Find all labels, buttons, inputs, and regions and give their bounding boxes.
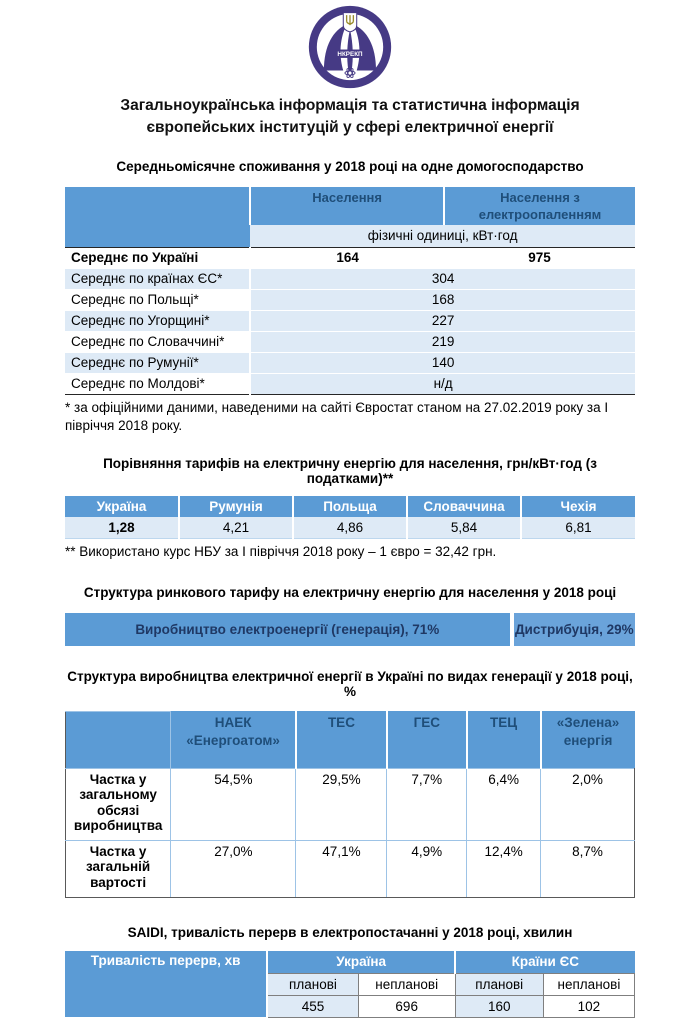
- table-row-poland: [65, 289, 635, 310]
- row-value: 304: [250, 268, 635, 289]
- tariffs-header-row: [65, 496, 635, 517]
- col-header-population-electric-heating: Населення з електроопаленням: [444, 187, 635, 225]
- logo-container: [65, 5, 635, 89]
- tariff-structure-bar: [65, 613, 635, 646]
- generation-table: [65, 711, 635, 898]
- consumption-heading: Середньомісячне споживання у 2018 році на одне домогосподарство: [116, 158, 584, 174]
- row-label: Середнє по Польщі*: [65, 289, 250, 310]
- country-header: Словаччина: [407, 496, 521, 517]
- saidi-value: 102: [543, 995, 634, 1017]
- row-value: 168: [250, 289, 635, 310]
- tariffs-table: [65, 496, 635, 539]
- table-row-slovakia: [65, 331, 635, 352]
- gen-type-header: ГЕС: [387, 711, 467, 768]
- country-header: Чехія: [521, 496, 635, 517]
- gen-value: 7,7%: [387, 768, 467, 840]
- gen-value: 4,9%: [387, 840, 467, 897]
- generation-heading: Структура виробництва електричної енергії в Україні по видах генерації у 2018 році, %: [67, 668, 633, 699]
- tariff-structure-heading: Структура ринкового тарифу на електричну енергію для населення у 2018 році: [83, 584, 617, 600]
- eurostat-footnote: * за офіційними даними, наведеними на сайті Євростат станом на 27.02.2019 року за І півріччя 2018 року.: [65, 399, 609, 434]
- saidi-table: [65, 951, 635, 1018]
- saidi-value: 696: [358, 995, 455, 1017]
- tariffs-values-row: [65, 517, 635, 539]
- gen-value: 8,7%: [541, 840, 635, 897]
- units-cell: фізичні одиниці, кВт·год: [250, 225, 635, 248]
- sub-header-planned: планові: [267, 973, 358, 995]
- group-header-ukraine: Україна: [267, 951, 455, 974]
- sub-header-unplanned: непланові: [543, 973, 634, 995]
- gen-value: 2,0%: [541, 768, 635, 840]
- nbu-rate-footnote: ** Використано курс НБУ за І півріччя 2018 року – 1 євро = 32,42 грн.: [65, 544, 497, 560]
- row-label: Частка у загальному обсязі виробництва: [66, 768, 171, 840]
- row-label: Частка у загальній вартості: [66, 840, 171, 897]
- generation-row-volume-share: [66, 768, 635, 840]
- gen-value: 27,0%: [171, 840, 296, 897]
- consumption-table: [65, 187, 635, 395]
- bar-segment-generation: Виробництво електроенергії (генерація), 71%: [65, 613, 510, 646]
- gen-type-header: ТЕС: [296, 711, 387, 768]
- table-row-eu: [65, 268, 635, 289]
- gen-value: 47,1%: [296, 840, 387, 897]
- generation-header-row: [66, 711, 635, 768]
- nkrekp-logo: [308, 5, 392, 89]
- value-population: 164: [250, 247, 444, 268]
- row-label: Середнє по країнах ЄС*: [65, 268, 250, 289]
- tariff-value: 4,21: [179, 517, 293, 539]
- gen-type-header: ТЕЦ: [467, 711, 541, 768]
- tariffs-heading: Порівняння тарифів на електричну енергію для населення, грн/кВт·год (з податками)**: [103, 456, 597, 487]
- gen-type-header: НАЕК «Енергоатом»: [171, 711, 296, 768]
- saidi-group-header-row: [65, 951, 635, 974]
- country-header: Україна: [65, 496, 179, 517]
- row-label: Середнє по Молдові*: [65, 373, 250, 394]
- row-value: 140: [250, 352, 635, 373]
- page-title: Загальноукраїнська інформація та статистична інформація європейських інституцій у сфері електричної енергії: [120, 97, 580, 137]
- corner-cell: [65, 187, 250, 248]
- corner-cell: [66, 711, 171, 768]
- saidi-row-label: Тривалість перерв, хв: [65, 951, 267, 1018]
- gen-value: 54,5%: [171, 768, 296, 840]
- row-value: 219: [250, 331, 635, 352]
- gen-value: 12,4%: [467, 840, 541, 897]
- tariff-value: 5,84: [407, 517, 521, 539]
- table-row-ukraine: [65, 247, 635, 268]
- country-header: Польща: [293, 496, 407, 517]
- saidi-value: 160: [455, 995, 543, 1017]
- generation-row-cost-share: [66, 840, 635, 897]
- row-label: Середнє по Словаччині*: [65, 331, 250, 352]
- country-header: Румунія: [179, 496, 293, 517]
- row-label: Середнє по Угорщині*: [65, 310, 250, 331]
- sub-header-unplanned: непланові: [358, 973, 455, 995]
- row-value: н/д: [250, 373, 635, 394]
- tariff-value: 4,86: [293, 517, 407, 539]
- saidi-value: 455: [267, 995, 358, 1017]
- gen-value: 6,4%: [467, 768, 541, 840]
- sub-header-planned: планові: [455, 973, 543, 995]
- row-label: Середнє по Румунії*: [65, 352, 250, 373]
- saidi-heading: SAIDI, тривалість перерв в електропостачанні у 2018 році, хвилин: [127, 924, 573, 940]
- group-header-eu: Країни ЄС: [455, 951, 634, 974]
- table-row-hungary: [65, 310, 635, 331]
- tariff-value: 6,81: [521, 517, 635, 539]
- consumption-header-row: [65, 187, 635, 225]
- table-row-moldova: [65, 373, 635, 394]
- logo-text: НКРЕКП: [337, 51, 363, 59]
- row-value: 227: [250, 310, 635, 331]
- bar-segment-distribution: Дистрибуція, 29%: [514, 613, 635, 646]
- table-row-romania: [65, 352, 635, 373]
- gen-type-header: «Зелена» енергія: [541, 711, 635, 768]
- row-label: Середнє по Україні: [65, 247, 250, 268]
- col-header-population: Населення: [250, 187, 444, 225]
- tariff-value: 1,28: [65, 517, 179, 539]
- gen-value: 29,5%: [296, 768, 387, 840]
- value-electric-heating: 975: [444, 247, 635, 268]
